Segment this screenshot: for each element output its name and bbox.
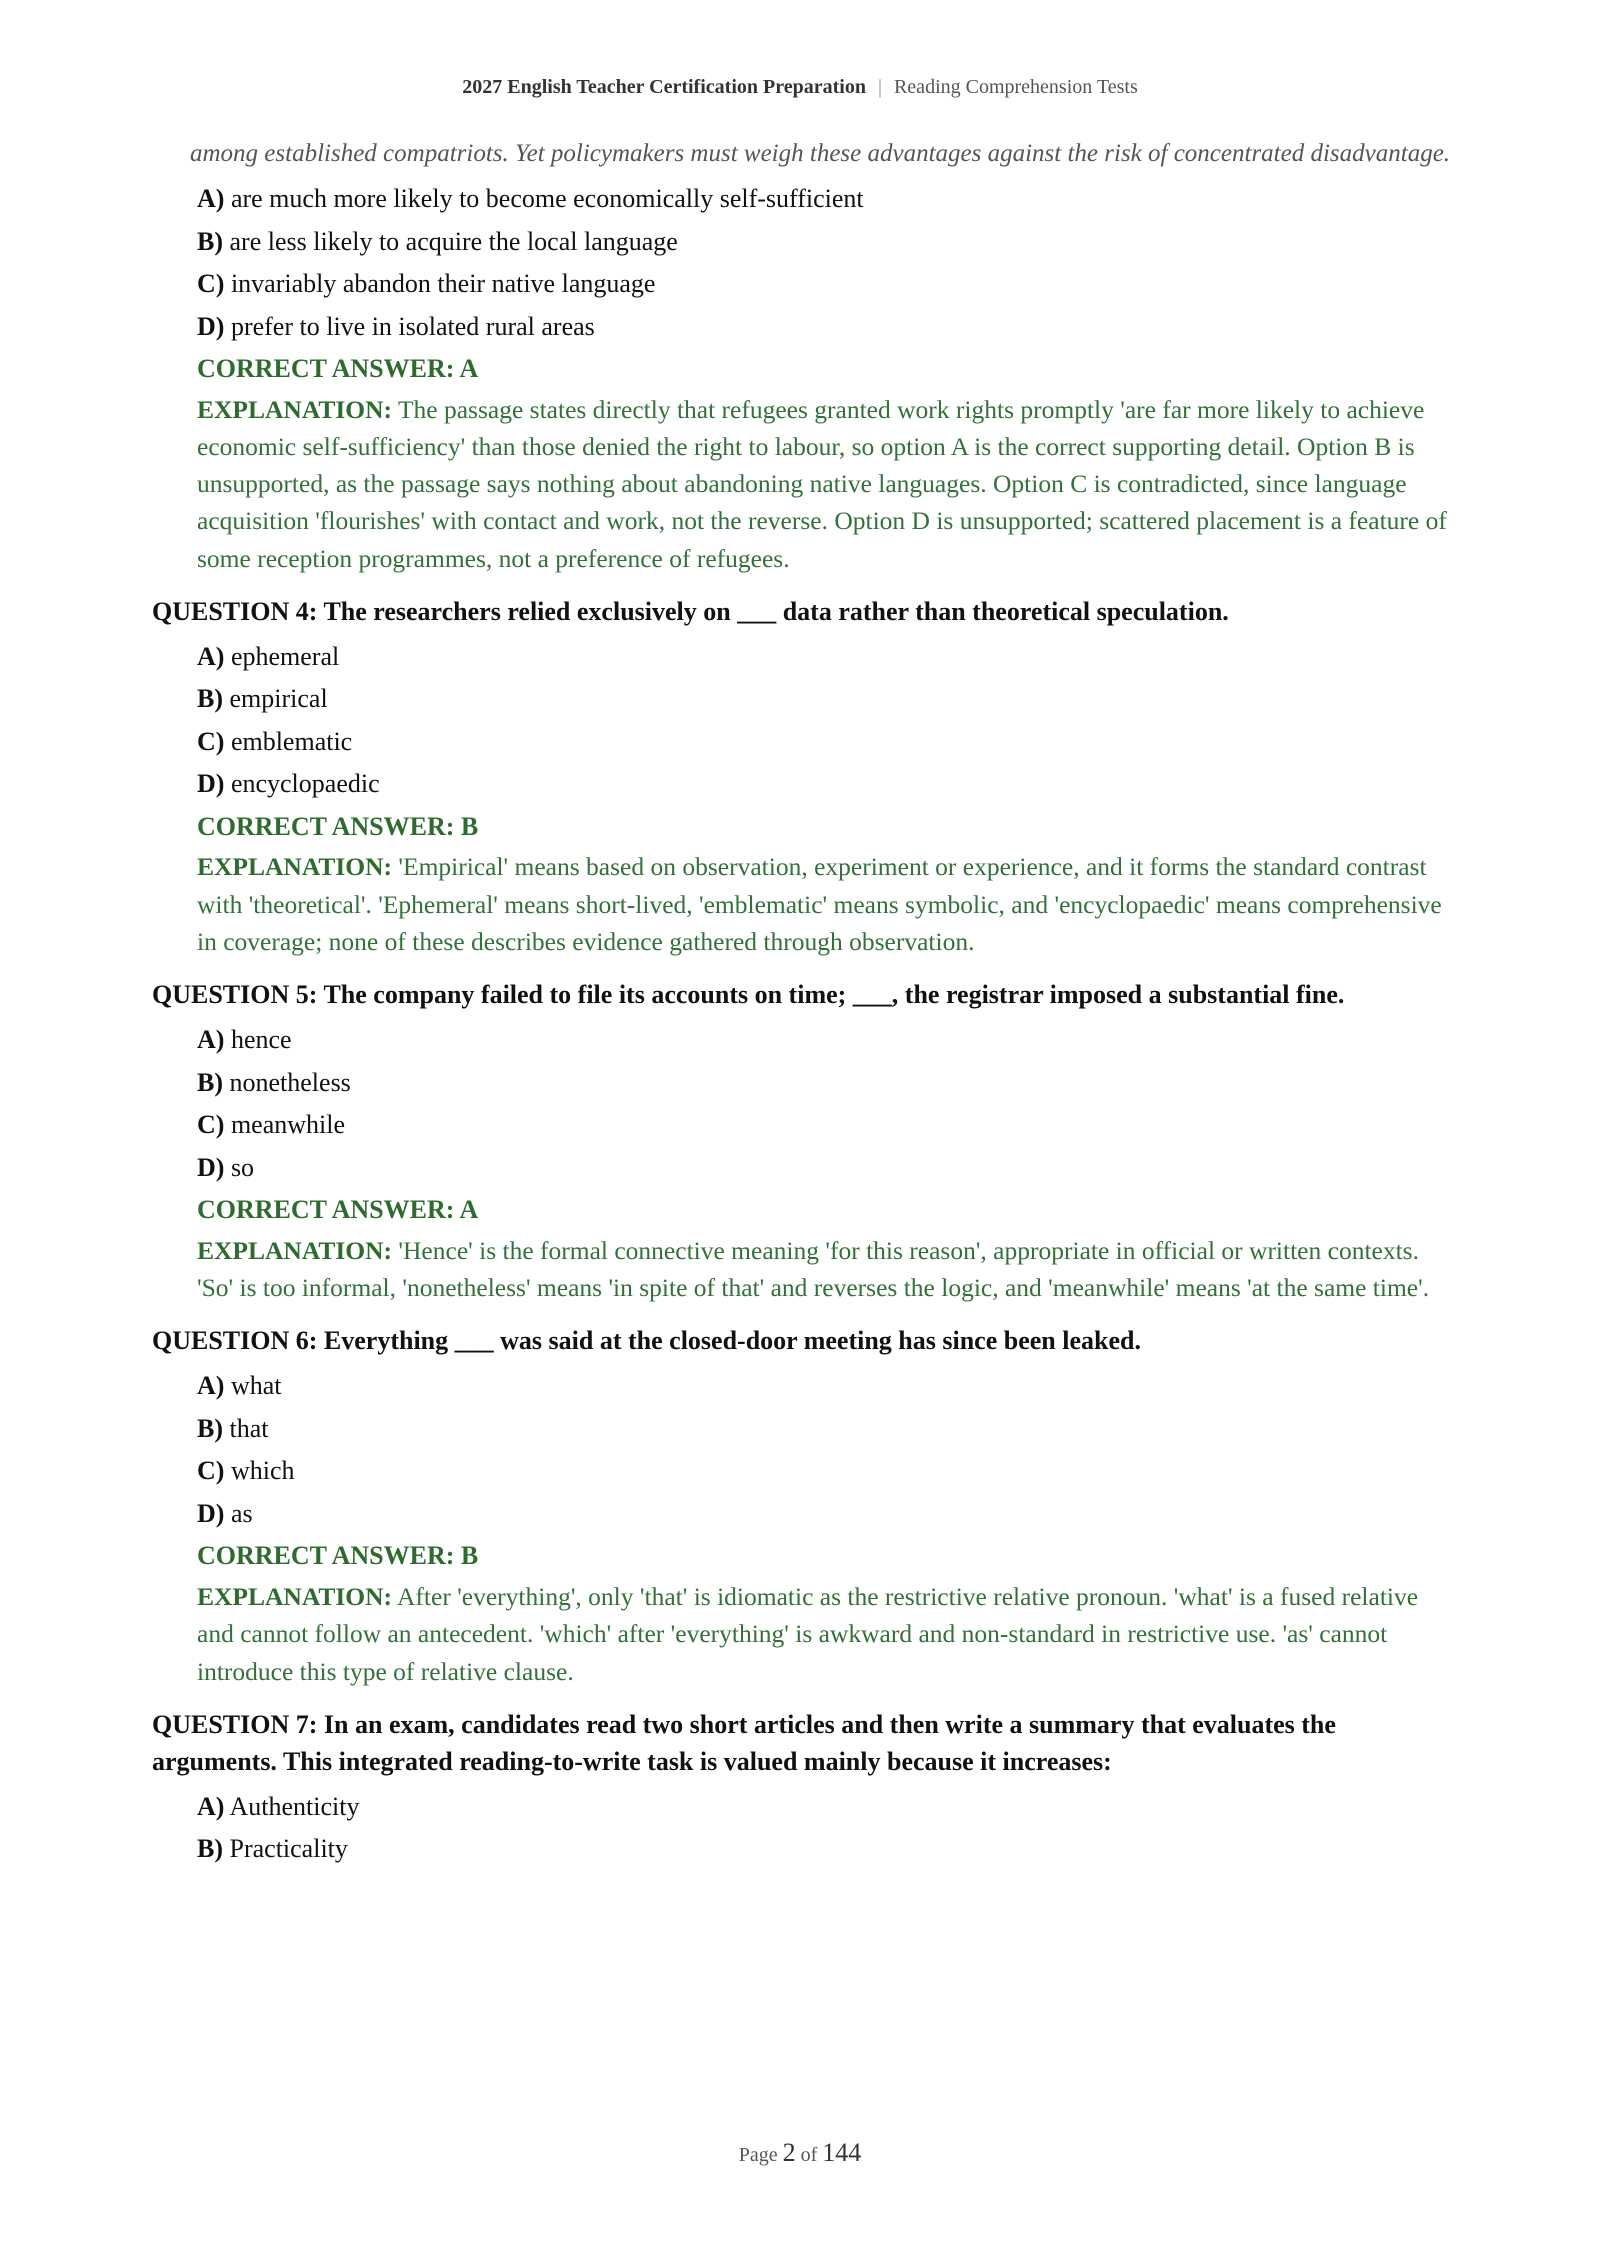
explanation-label: EXPLANATION: [197,394,393,424]
option-letter: A) [197,1791,225,1821]
option-text: encyclopaedic [224,769,380,799]
option-d [197,763,1452,806]
option-text: so [224,1152,255,1182]
option-letter: A) [197,641,225,671]
correct-answer: CORRECT ANSWER: B [197,811,479,841]
explanation-label: EXPLANATION: [197,1235,393,1265]
correct-answer: CORRECT ANSWER: A [197,1195,479,1225]
option-letter: D) [197,311,225,341]
explanation [197,391,1452,577]
option-letter: A) [197,1025,225,1055]
question-3-block [152,178,1452,577]
option-text: prefer to live in isolated rural areas [224,311,595,341]
option-letter: B) [197,1834,223,1864]
option-d [197,306,1452,349]
explanation [197,848,1452,960]
option-text: what [224,1371,282,1401]
option-c [197,1104,1452,1147]
option-text: nonetheless [223,1067,351,1097]
question-7-options [197,1786,1452,1871]
option-letter: B) [197,226,223,256]
option-a [197,178,1452,221]
option-letter: C) [197,1110,225,1140]
option-letter: C) [197,269,225,298]
page-content [152,136,1452,1871]
option-text: are less likely to acquire the local language [223,226,678,256]
option-text: empirical [223,684,328,714]
header-title: 2027 English Teacher Certification Preparation [462,76,866,98]
option-b [197,1062,1452,1105]
question-6-block [152,1322,1452,1689]
question-6-options [197,1365,1452,1535]
option-c [197,721,1452,764]
footer-page-prefix: Page [738,2144,783,2166]
option-text: hence [224,1025,292,1055]
option-text: emblematic [224,726,353,756]
page-footer [0,2138,1600,2168]
option-a [197,1786,1452,1829]
footer-total-pages: 144 [822,2138,862,2167]
option-letter: B) [197,1067,223,1097]
correct-answer: CORRECT ANSWER: B [197,1541,479,1571]
option-letter: D) [197,1498,225,1528]
option-a [197,1019,1452,1062]
explanation-label: EXPLANATION: [197,852,393,882]
footer-of: of [795,2144,823,2166]
option-d [197,1493,1452,1536]
explanation-text: The passage states directly that refugees granted work rights promptly 'are far more likely to achieve economic self-sufficiency' than those denied the right to labour, so option A is the correct supporting detail. Option B is unsupported, as the passage says nothing about abandoning native languages. Option C is contradicted, since language acquisition 'flourishes' with contact and work, not the reverse. Option D is unsupported; scattered placement is a feature of some reception programmes, not a preference of refugees. [197,394,1447,573]
question-5-stem: QUESTION 5: The company failed to file its accounts on time; ___, the registrar imposed a substantial fine. [152,980,1345,1010]
option-text: meanwhile [224,1110,346,1140]
option-letter: C) [197,726,225,756]
option-b [197,221,1452,264]
option-text: invariably abandon their native language [224,269,656,298]
option-b [197,678,1452,721]
option-letter: A) [197,1371,225,1401]
explanation [197,1232,1452,1307]
footer-current-page: 2 [782,2138,796,2167]
option-text: Practicality [223,1834,348,1864]
question-5-block [152,976,1452,1306]
option-a [197,1365,1452,1408]
correct-answer: CORRECT ANSWER: A [197,354,479,383]
option-text: Authenticity [224,1791,360,1821]
option-c [197,1450,1452,1493]
option-text: that [223,1413,269,1443]
passage-excerpt: among established compatriots. Yet policymakers must weigh these advantages against the risk of concentrated disadvantage. [190,140,1451,167]
option-text: are much more likely to become economically self-sufficient [224,184,864,213]
option-letter: D) [197,1152,225,1182]
question-3-options [197,178,1452,348]
question-5-options [197,1019,1452,1189]
option-text: ephemeral [224,641,340,671]
header-separator: | [877,76,882,98]
option-b [197,1408,1452,1451]
explanation [197,1578,1452,1690]
question-4-options [197,636,1452,806]
question-4-stem: QUESTION 4: The researchers relied exclusively on ___ data rather than theoretical speculation. [152,596,1229,626]
option-letter: C) [197,1456,225,1486]
option-b [197,1828,1452,1871]
option-text: which [224,1456,295,1486]
question-4-block [152,593,1452,960]
header-subtitle: Reading Comprehension Tests [893,76,1138,98]
option-a [197,636,1452,679]
explanation-text: After 'everything', only 'that' is idiomatic as the restrictive relative pronoun. 'what' is a fused relative and cannot follow an antecedent. 'which' after 'everything' is awkward and non-standard in restrictive use. 'as' cannot introduce this type of relative clause. [197,1581,1419,1686]
explanation-label: EXPLANATION: [197,1581,393,1611]
question-7-stem: QUESTION 7: In an exam, candidates read two short articles and then write a summary that evaluates the arguments. This integrated reading-to-write task is valued mainly because it increases: [152,1709,1336,1776]
option-text: as [224,1498,253,1528]
option-letter: D) [197,769,225,799]
option-letter: B) [197,1413,223,1443]
option-letter: B) [197,684,223,714]
option-d [197,1147,1452,1190]
question-7-block [152,1706,1452,1871]
option-letter: A) [197,184,225,213]
running-header [0,76,1600,99]
option-c [197,263,1452,306]
question-6-stem: QUESTION 6: Everything ___ was said at the closed-door meeting has since been leaked. [152,1326,1141,1356]
explanation-text: 'Hence' is the formal connective meaning 'for this reason', appropriate in official or written contexts. 'So' is too informal, 'nonetheless' means 'in spite of that' and reverses the logic, and 'meanwhile' means 'at the same time'. [197,1235,1430,1303]
explanation-text: 'Empirical' means based on observation, experiment or experience, and it forms the standard contrast with 'theoretical'. 'Ephemeral' means short-lived, 'emblematic' means symbolic, and 'encyclopaedic' means comprehensive in coverage; none of these describes evidence gathered through observation. [197,852,1442,957]
